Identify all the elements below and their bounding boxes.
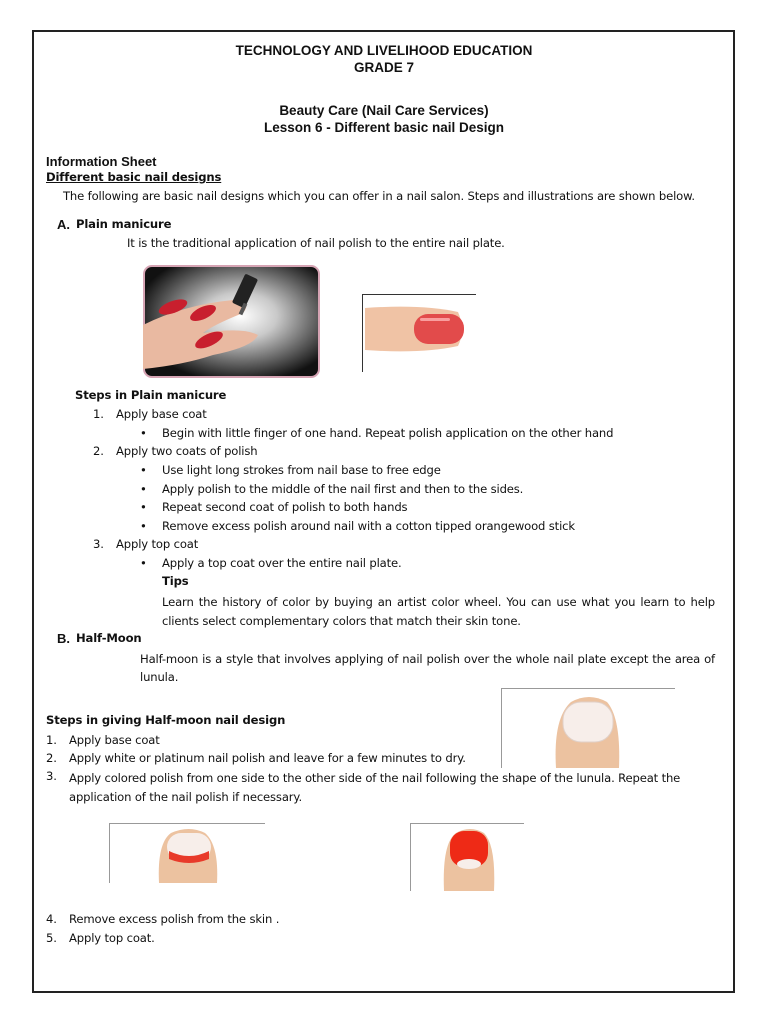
step-text: Remove excess polish from the skin . bbox=[69, 912, 280, 926]
red-nail-photo bbox=[362, 294, 476, 372]
plain-steps-title: Steps in Plain manicure bbox=[75, 388, 227, 402]
step-number: 2. bbox=[46, 751, 57, 765]
bullet-icon: • bbox=[140, 426, 147, 440]
step-number: 5. bbox=[46, 931, 57, 945]
bullet-icon: • bbox=[140, 482, 147, 496]
step-bullet-text: Remove excess polish around nail with a cotton tipped orangewood stick bbox=[162, 519, 575, 533]
section-b-desc: Half-moon is a style that involves applying of nail polish over the whole nail plate except the area of lunula. bbox=[140, 652, 715, 684]
bullet-icon: • bbox=[140, 500, 147, 514]
section-a-desc: It is the traditional application of nail polish to the entire nail plate. bbox=[127, 236, 505, 250]
bullet-icon: • bbox=[140, 519, 147, 533]
step-bullet-text: Apply a top coat over the entire nail plate. bbox=[162, 556, 402, 570]
step-number: 1. bbox=[46, 733, 57, 747]
step-bullet-text: Begin with little finger of one hand. Repeat polish application on the other hand bbox=[162, 426, 614, 440]
info-sheet-title: Information Sheet bbox=[46, 154, 157, 169]
step-text: Apply colored polish from one side to the other side of the nail following the shape of the lunula. Repeat the application of the nail polish if necessary. bbox=[69, 771, 681, 804]
grade-level: GRADE 7 bbox=[353, 60, 414, 75]
lesson-title: Lesson 6 - Different basic nail Design bbox=[263, 120, 505, 135]
step-text: Apply base coat bbox=[69, 733, 160, 747]
module-title: Beauty Care (Nail Care Services) bbox=[279, 103, 489, 118]
step-number: 1. bbox=[93, 407, 104, 421]
plain-manicure-photo bbox=[143, 265, 320, 378]
section-b-letter: B. bbox=[57, 631, 70, 646]
step-bullet-text: Use light long strokes from nail base to free edge bbox=[162, 463, 441, 477]
half-moon-step-photo-1 bbox=[109, 823, 265, 883]
step-text: Apply two coats of polish bbox=[116, 444, 258, 458]
section-b-title: Half-Moon bbox=[76, 631, 142, 645]
tips-text: Learn the history of color by buying an artist color wheel. You can use what you learn to help clients select complementary colors that match their skin tone. bbox=[162, 595, 715, 628]
step-text: Apply white or platinum nail polish and leave for a few minutes to dry. bbox=[69, 751, 466, 765]
step-text: Apply base coat bbox=[116, 407, 207, 421]
step-bullet-text: Apply polish to the middle of the nail first and then to the sides. bbox=[162, 482, 524, 496]
course-title: TECHNOLOGY AND LIVELIHOOD EDUCATION bbox=[235, 43, 533, 58]
halfmoon-steps-title: Steps in giving Half-moon nail design bbox=[46, 713, 286, 727]
bullet-icon: • bbox=[140, 463, 147, 477]
step-number: 3. bbox=[93, 537, 104, 551]
half-moon-step-photo-2 bbox=[410, 823, 524, 891]
step-number: 2. bbox=[93, 444, 104, 458]
step-number: 4. bbox=[46, 912, 57, 926]
intro-text: The following are basic nail designs which you can offer in a nail salon. Steps and illustrations are shown below. bbox=[63, 189, 695, 203]
step-number: 3. bbox=[46, 769, 57, 783]
section-a-letter: A. bbox=[57, 217, 70, 232]
step-bullet-text: Repeat second coat of polish to both hands bbox=[162, 500, 408, 514]
info-sheet-subtitle: Different basic nail designs bbox=[46, 170, 222, 184]
tips-title: Tips bbox=[162, 574, 189, 588]
section-a-title: Plain manicure bbox=[76, 217, 172, 231]
half-moon-nail-photo bbox=[501, 688, 675, 768]
step-text: Apply top coat. bbox=[69, 931, 155, 945]
bullet-icon: • bbox=[140, 556, 147, 570]
step-text: Apply top coat bbox=[116, 537, 199, 551]
